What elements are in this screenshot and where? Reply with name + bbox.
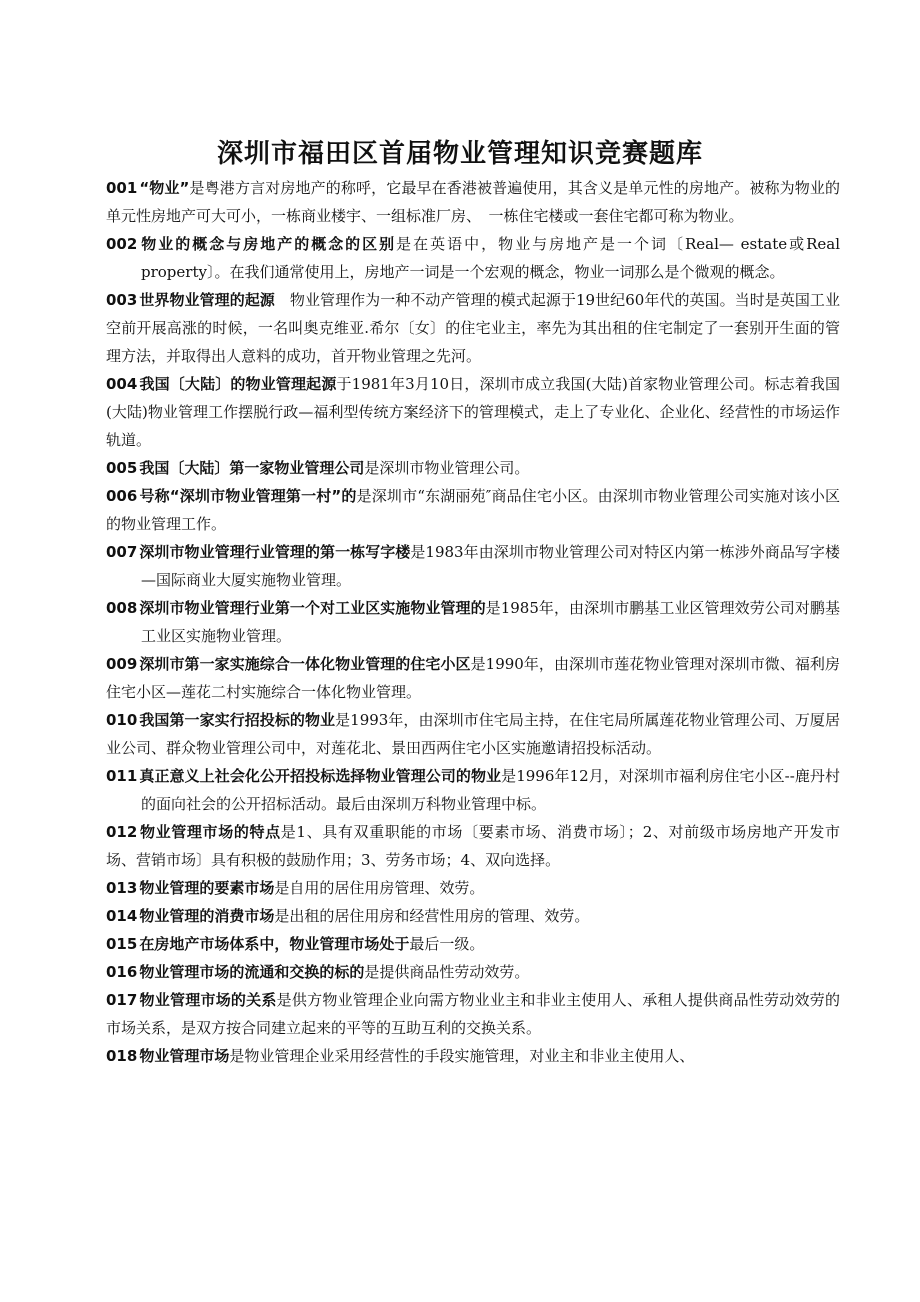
entry-text: 是1985年，由深圳市鹏基工业区管理效劳公司对鹏基工业区实施物业管理。 — [141, 599, 840, 645]
entry-number: 009 — [106, 655, 138, 673]
entry-number: 007 — [106, 543, 138, 561]
entry-term: 物业管理的消费市场 — [139, 907, 275, 925]
entry-term: 物业管理的要素市场 — [139, 879, 275, 897]
entry-term: “物业” — [139, 179, 190, 197]
entry-text: 是1983年由深圳市物业管理公司对特区内第一栋涉外商品写字楼—国际商业大厦实施物业管理。 — [141, 543, 840, 589]
entry-text: 是自用的居住用房管理、效劳。 — [274, 879, 485, 897]
list-item — [106, 706, 840, 762]
entry-text: 是提供商品性劳动效劳。 — [364, 963, 530, 981]
entry-text: 是出租的居住用房和经营性用房的管理、效劳。 — [274, 907, 590, 925]
entry-number: 018 — [106, 1047, 138, 1065]
list-item — [106, 454, 840, 482]
entry-term: 号称“深圳市物业管理第一村”的 — [139, 487, 357, 505]
entry-text: 于1981年3月10日，深圳市成立我国(大陆)首家物业管理公司。标志着我国(大陆)物业管理工作摆脱行政—福利型传统方案经济下的管理模式，走上了专业化、企业化、经营性的市场运作轨道。 — [106, 375, 840, 449]
list-item — [106, 902, 840, 930]
entry-list — [106, 174, 840, 1070]
entry-text: 是1990年，由深圳市莲花物业管理对深圳市微、福利房住宅小区—莲花二村实施综合一体化物业管理。 — [106, 655, 840, 701]
entry-number: 003 — [106, 291, 138, 309]
entry-term: 世界物业管理的起源 — [139, 291, 275, 309]
entry-text: 是1993年，由深圳市住宅局主持，在住宅局所属莲花物业管理公司、万厦居业公司、群众物业管理公司中，对莲花北、景田西两住宅小区实施邀请招投标活动。 — [106, 711, 840, 757]
entry-term: 在房地产市场体系中，物业管理市场处于 — [139, 935, 410, 953]
entry-text: 是粤港方言对房地产的称呼，它最早在香港被普遍使用，其含义是单元性的房地产。被称为物业的单元性房地产可大可小，一栋商业楼宇、一组标准厂房、 一栋住宅楼或一套住宅都可称为物业。 — [106, 179, 840, 225]
list-item — [106, 874, 840, 902]
entry-number: 011 — [106, 767, 138, 785]
entry-term: 深圳市物业管理行业第一个对工业区实施物业管理的 — [139, 599, 486, 617]
entry-term: 物业管理市场的关系 — [139, 991, 277, 1009]
entry-term: 深圳市物业管理行业管理的第一栋写字楼 — [139, 543, 411, 561]
list-item — [106, 818, 840, 874]
entry-term: 我国第一家实行招投标的物业 — [139, 711, 336, 729]
entry-number: 008 — [106, 599, 138, 617]
list-item — [106, 174, 840, 230]
entry-text: 最后一级。 — [409, 935, 485, 953]
entry-term: 深圳市第一家实施综合一体化物业管理的住宅小区 — [139, 655, 471, 673]
list-item — [106, 594, 840, 650]
entry-term: 物业的概念与房地产的概念的区别 — [139, 235, 397, 253]
list-item — [106, 930, 840, 958]
list-item — [106, 650, 840, 706]
entry-text: 是深圳市物业管理公司。 — [364, 459, 530, 477]
entry-number: 012 — [106, 823, 138, 841]
entry-text: 是深圳市“东湖丽苑″商品住宅小区。由深圳市物业管理公司实施对该小区的物业管理工作。 — [106, 487, 840, 533]
entry-term: 物业管理市场的特点 — [139, 823, 281, 841]
list-item — [106, 538, 840, 594]
entry-term: 我国〔大陆〕第一家物业管理公司 — [139, 459, 365, 477]
entry-number: 010 — [106, 711, 138, 729]
entry-text: 是在英语中，物业与房地产是一个词〔Real— estate或Real property〕。在我们通常使用上，房地产一词是一个宏观的概念，物业一词那么是个微观的概念。 — [141, 235, 840, 281]
entry-number: 013 — [106, 879, 138, 897]
list-item — [106, 286, 840, 370]
list-item — [106, 1042, 840, 1070]
entry-number: 005 — [106, 459, 138, 477]
entry-term: 真正意义上社会化公开招投标选择物业管理公司的物业 — [139, 767, 502, 785]
entry-term: 我国〔大陆〕的物业管理起源 — [139, 375, 337, 393]
entry-text: 是物业管理企业采用经营性的手段实施管理，对业主和非业主使用人、 — [229, 1047, 695, 1065]
list-item — [106, 986, 840, 1042]
entry-number: 014 — [106, 907, 138, 925]
entry-number: 015 — [106, 935, 138, 953]
entry-number: 004 — [106, 375, 138, 393]
list-item — [106, 958, 840, 986]
entry-text: 是1996年12月，对深圳市福利房住宅小区--鹿丹村的面向社会的公开招标活动。最后由深圳万科物业管理中标。 — [141, 767, 840, 813]
entry-text: 是1、具有双重职能的市场〔要素市场、消费市场〕；2、对前级市场房地产开发市场、营销市场〕具有积极的鼓励作用；3、劳务市场；4、双向选择。 — [106, 823, 840, 869]
entry-term: 物业管理市场的流通和交换的标的 — [139, 963, 365, 981]
entry-number: 006 — [106, 487, 138, 505]
list-item — [106, 370, 840, 454]
entry-text: 物业管理作为一种不动产管理的模式起源于19世纪60年代的英国。当时是英国工业空前开展高涨的时候，一名叫奥克维亚.希尔〔女〕的住宅业主，率先为其出租的住宅制定了一套别开生面的管理方法，并取得出人意料的成功，首开物业管理之先河。 — [106, 291, 840, 365]
list-item — [106, 482, 840, 538]
entry-number: 002 — [106, 235, 138, 253]
entry-number: 016 — [106, 963, 138, 981]
list-item — [106, 230, 840, 286]
page-title: 深圳市福田区首届物业管理知识竞赛题库 — [216, 139, 703, 169]
entry-term: 物业管理市场 — [139, 1047, 230, 1065]
entry-number: 001 — [106, 179, 138, 197]
list-item — [106, 762, 840, 818]
entry-text: 是供方物业管理企业向需方物业业主和非业主使用人、承租人提供商品性劳动效劳的市场关系，是双方按合同建立起来的平等的互助互利的交换关系。 — [106, 991, 840, 1037]
entry-number: 017 — [106, 991, 138, 1009]
